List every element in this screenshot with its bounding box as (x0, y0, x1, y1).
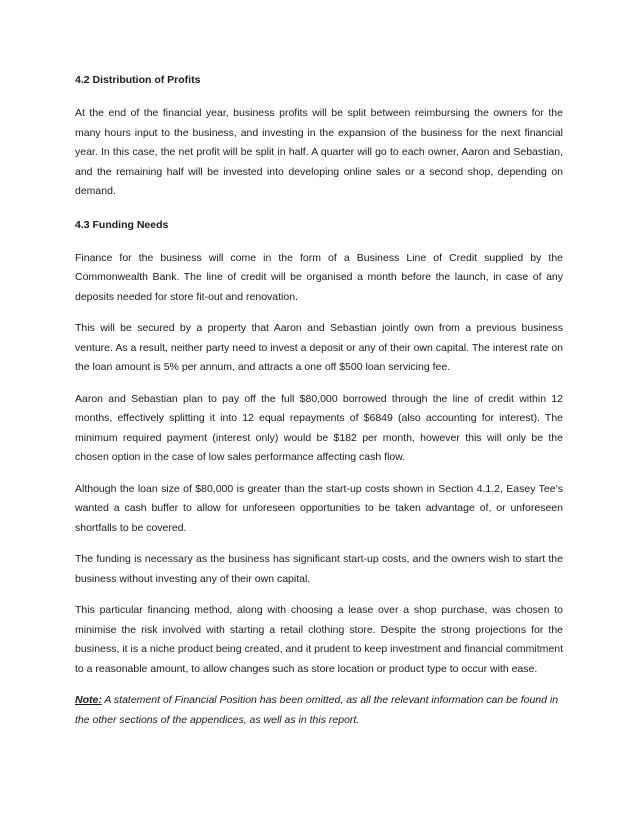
paragraph-financing-method: This particular financing method, along with choosing a lease over a shop purchase, was chosen to minimise the risk involved with starting a retail clothing store. Despite the strong projections for the business, it is a niche product being created, and it prudent to keep investment and financial commitment to a reasonable amount, to allow changes such as store location or product type to occur with ease. (75, 604, 563, 675)
paragraph-line-of-credit: Finance for the business will come in the form of a Business Line of Credit supplied by the Commonwealth Bank. The line of credit will be organised a month before the launch, in case of any deposits needed for store fit-out and renovation. (75, 251, 563, 303)
section-heading-funding-needs: 4.3 Funding Needs (75, 218, 169, 231)
note-label: Note: (75, 694, 102, 706)
paragraph-profit-distribution: At the end of the financial year, business profits will be split between reimbursing the owners for the many hours input to the business, and investing in the expansion of the business for the next financial year. In this case, the net profit will be split in half. A quarter will go to each owner, Aaron and Sebastian, and the remaining half will be invested into developing online sales or a second shop, depending on demand. (75, 107, 563, 197)
paragraph-funding-necessity: The funding is necessary as the business has significant start-up costs, and the owners wish to start the business without investing any of their own capital. (75, 553, 563, 585)
note-paragraph (75, 691, 563, 730)
document-page (75, 72, 563, 730)
paragraph-security: This will be secured by a property that Aaron and Sebastian jointly own from a previous business venture. As a result, neither party need to invest a deposit or any of their own capital. The interest rate on the loan amount is 5% per annum, and attracts a one off $500 loan servicing fee. (75, 322, 563, 373)
note-text: A statement of Financial Position has been omitted, as all the relevant information can be found in the other sections of the appendices, as well as in this report. (75, 694, 559, 726)
section-heading-distribution-of-profits: 4.2 Distribution of Profits (75, 74, 201, 86)
paragraph-repayment-plan: Aaron and Sebastian plan to pay off the full $80,000 borrowed through the line of credit within 12 months, effectively splitting it into 12 equal repayments of $6849 (also accounting for interest). The minimum required payment (interest only) would be $182 per month, however this will only be the chosen option in the case of low sales performance affecting cash flow. (75, 392, 563, 463)
paragraph-cash-buffer: Although the loan size of $80,000 is greater than the start-up costs shown in Section 4.1.2, Easey Tee’s wanted a cash buffer to allow for unforeseen opportunities to be taken advantage of, or unforeseen shortfalls to be covered. (75, 482, 563, 534)
section-funding-needs (75, 249, 563, 680)
